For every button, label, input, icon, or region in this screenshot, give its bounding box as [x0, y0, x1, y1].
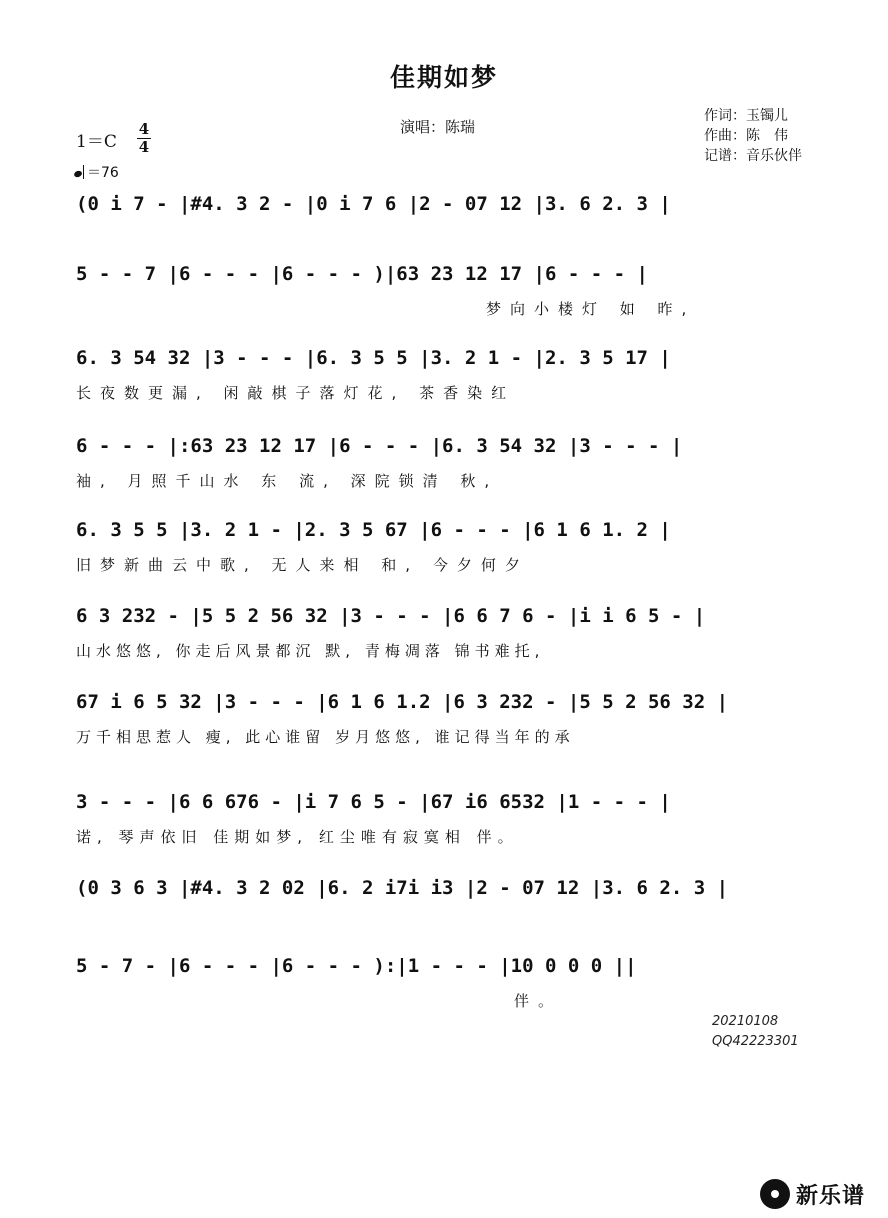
- lyrics-line: 旧梦新曲云中歌, 无人来相 和, 今夕何夕: [76, 556, 529, 574]
- lyrics-line: 万千相思惹人 瘦, 此心谁留 岁月悠悠, 谁记得当年的承: [76, 728, 575, 746]
- time-signature: [137, 121, 151, 156]
- notes-line: 6. 3 5 5 |3. 2 1 - |2. 3 5 67 |6 - - - |6 1 6 1. 2 |: [76, 519, 671, 541]
- lyrics-line: 伴。: [514, 992, 563, 1010]
- lyrics-line: 袖, 月照千山水 东 流, 深院锁清 秋,: [76, 472, 499, 490]
- site-logo: [760, 1174, 865, 1214]
- notes-line: 6 - - - |:63 23 12 17 |6 - - - |6. 3 54 32 |3 - - - |: [76, 435, 683, 457]
- lyrics-line: [76, 228, 826, 252]
- notes-line: 5 - - 7 |6 - - - |6 - - - )|63 23 12 17 |6 - - - |: [76, 263, 648, 285]
- footer-qq: QQ42223301: [712, 1034, 799, 1049]
- notes-line: 67 i 6 5 32 |3 - - - |6 1 6 1.2 |6 3 232 - |5 5 2 56 32 |: [76, 691, 729, 713]
- key-signature: 1＝C: [76, 132, 117, 152]
- quarter-note-icon: [74, 165, 87, 181]
- singer-credit: 演唱：陈瑞: [400, 118, 476, 136]
- footer-info: [712, 1012, 799, 1052]
- meter-bottom: 4: [138, 138, 150, 156]
- footer-date: 20210108: [712, 1014, 779, 1029]
- composer-credit: 作曲：陈 伟: [704, 128, 788, 144]
- notes-line: 6. 3 54 32 |3 - - - |6. 3 5 5 |3. 2 1 - |2. 3 5 17 |: [76, 347, 671, 369]
- music-disc-icon: [760, 1179, 790, 1209]
- lyrics-line: 诺, 琴声依旧 佳期如梦, 红尘唯有寂寞相 伴。: [76, 828, 519, 846]
- lyrics-line: 长夜数更漏, 闲敲棋子落灯花, 茶香染红: [76, 384, 516, 402]
- meter-top: 4: [138, 120, 150, 138]
- credits-block: [704, 106, 802, 166]
- tempo-marking: [74, 162, 119, 182]
- notes-line: (0 3 6 3 |#4. 3 2 02 |6. 2 i7i i3 |2 - 07 12 |3. 6 2. 3 |: [76, 877, 729, 899]
- lyrics-line: 山水悠悠, 你走后风景都沉 默, 青梅凋落 锦书难托,: [76, 642, 545, 660]
- lyrics-line: 梦向小楼灯 如 昨,: [486, 300, 696, 318]
- logo-text: 新乐谱: [796, 1183, 866, 1209]
- lyrics-line: [76, 912, 826, 936]
- notes-line: 5 - 7 - |6 - - - |6 - - - ):|1 - - - |10 0 0 0 ||: [76, 955, 637, 977]
- tempo-value: ＝76: [87, 165, 119, 181]
- notes-line: 6 3 232 - |5 5 2 56 32 |3 - - - |6 6 7 6 - |i i 6 5 - |: [76, 605, 706, 627]
- lyricist-credit: 作词：玉镯儿: [704, 108, 788, 124]
- page-title: 佳期如梦: [389, 63, 498, 92]
- transcriber-credit: 记谱：音乐伙伴: [704, 148, 802, 164]
- notes-line: 3 - - - |6 6 676 - |i 7 6 5 - |67 i6 6532 |1 - - - |: [76, 791, 671, 813]
- notes-line: (0 i 7 - |#4. 3 2 - |0 i 7 6 |2 - 07 12 |3. 6 2. 3 |: [76, 193, 671, 215]
